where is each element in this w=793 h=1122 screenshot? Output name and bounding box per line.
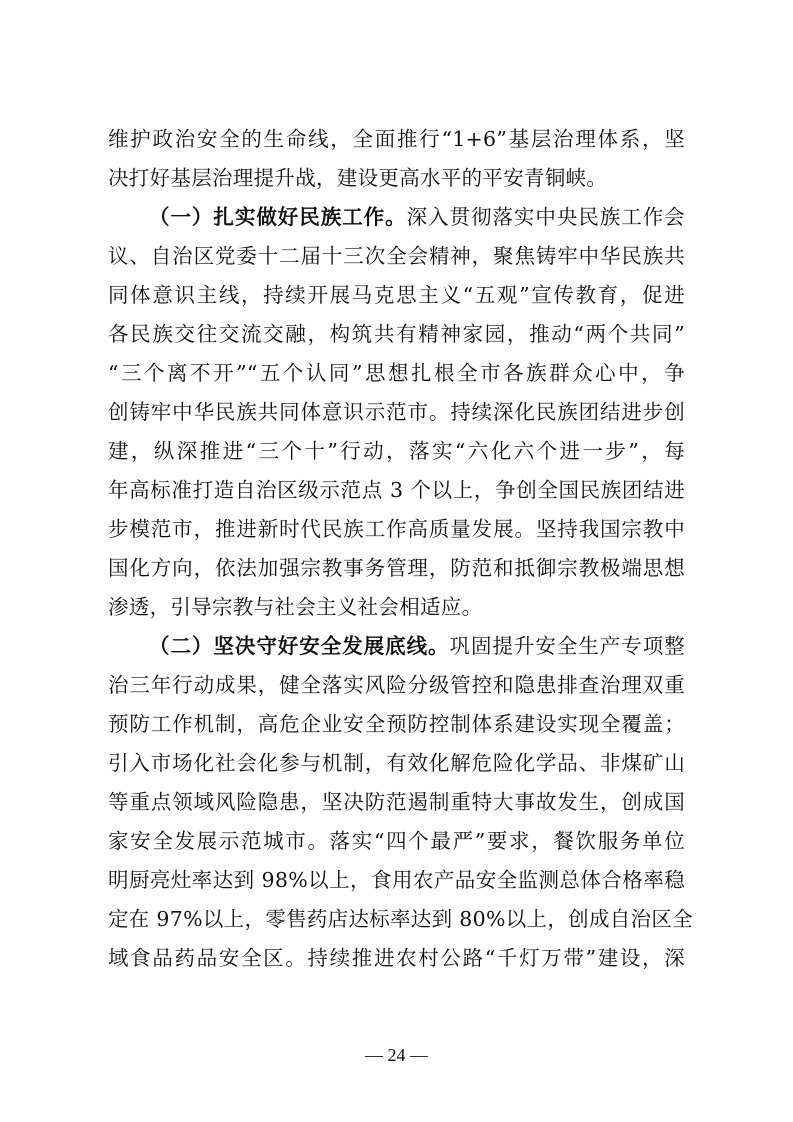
paragraph-2-line-11: 渗透，引导宗教与社会主义社会相适应。: [108, 595, 483, 619]
paragraph-3-line-9: 域食品药品安全区。持续推进农村公路“千灯万带”建设，深: [108, 946, 685, 970]
paragraph-3-line-1: [149, 629, 685, 663]
section-heading-ethnic-work: （一）扎实做好民族工作。: [149, 205, 407, 229]
paragraph-2-line-7: 建，纵深推进“三个十”行动，落实“六化六个进一步”，每: [108, 439, 685, 463]
paragraph-2-line-9: 步模范市，推进新时代民族工作高质量发展。坚持我国宗教中: [108, 517, 685, 541]
paragraph-3-line-6: 家安全发展示范城市。落实“四个最严”要求，餐饮服务单位: [108, 829, 685, 853]
paragraph-3-line-4: 引入市场化社会化参与机制，有效化解危险化学品、非煤矿山: [108, 751, 685, 775]
paragraph-2-line-5: “三个离不开”“五个认同”思想扎根全市各族群众心中，争: [108, 361, 685, 385]
page-number: — 24 —: [365, 1045, 428, 1065]
paragraph-2-line-8: 年高标准打造自治区级示范点 3 个以上，争创全国民族团结进: [108, 478, 685, 502]
paragraph-2-line-3: 同体意识主线，持续开展马克思主义“五观”宣传教育，促进: [108, 283, 685, 307]
paragraph-3-line-7: 明厨亮灶率达到 98%以上，食用农产品安全监测总体合格率稳: [108, 868, 685, 892]
paragraph-2-line-6: 创铸牢中华民族共同体意识示范市。持续深化民族团结进步创: [108, 400, 685, 424]
paragraph-3-line-5: 等重点领域风险隐患，坚决防范遏制重特大事故发生，创成国: [108, 790, 685, 814]
paragraph-3-line-2: 治三年行动成果，健全落实风险分级管控和隐患排查治理双重: [108, 673, 685, 697]
paragraph-3-first-line-text: 巩固提升安全生产专项整: [449, 634, 685, 658]
section-heading-safety: （二）坚决守好安全发展底线。: [149, 634, 450, 658]
paragraph-2-line-1: [149, 200, 685, 234]
paragraph-1-line-2: 决打好基层治理提升战，建设更高水平的平安青铜峡。: [108, 166, 608, 190]
paragraph-1-line-1: 维护政治安全的生命线，全面推行“1+6”基层治理体系，坚: [108, 127, 685, 151]
paragraph-2-line-10: 国化方向，依法加强宗教事务管理，防范和抵御宗教极端思想: [108, 556, 685, 580]
paragraph-3-line-8: 定在 97%以上，零售药店达标率达到 80%以上，创成自治区全: [108, 907, 693, 931]
paragraph-2-line-4: 各民族交往交流交融，构筑共有精神家园，推动“两个共同”: [108, 322, 685, 346]
paragraph-2-line-2: 议、自治区党委十二届十三次全会精神，聚焦铸牢中华民族共: [108, 244, 685, 268]
paragraph-3-line-3: 预防工作机制，高危企业安全预防控制体系建设实现全覆盖；: [108, 712, 685, 736]
paragraph-2-first-line-text: 深入贯彻落实中央民族工作会: [406, 205, 685, 229]
